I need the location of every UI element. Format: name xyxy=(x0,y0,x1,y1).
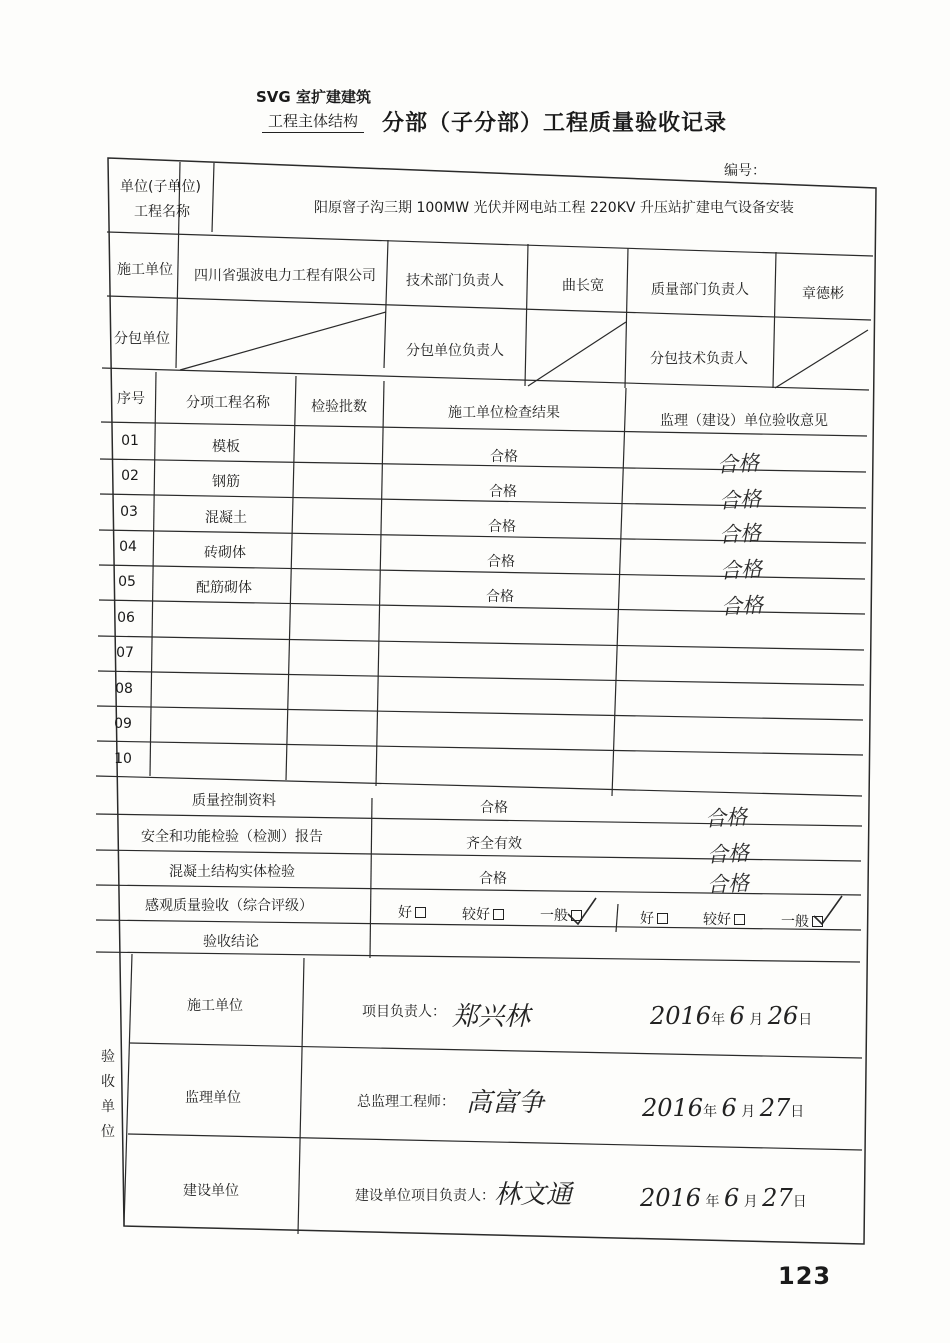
checkbox-good[interactable] xyxy=(657,913,668,924)
supervisor-opt-fair: 较好 xyxy=(703,909,745,929)
qc-opinion-handwritten: 合格 xyxy=(704,804,748,832)
col-name-header: 分项工程名称 xyxy=(186,395,270,411)
safety-opinion-handwritten: 合格 xyxy=(706,840,750,868)
row-no: 01 xyxy=(121,433,139,449)
row-result: 合格 xyxy=(490,449,518,465)
quality-head-label: 质量部门负责人 xyxy=(651,282,749,298)
row-no: 02 xyxy=(121,468,139,484)
subcontractor-label: 分包单位 xyxy=(114,331,170,347)
appearance-label: 感观质量验收（综合评级） xyxy=(145,898,313,914)
concrete-label: 混凝土结构实体检验 xyxy=(169,864,295,880)
row-result: 合格 xyxy=(489,484,517,500)
owner-role-label: 建设单位项目负责人： xyxy=(355,1188,495,1204)
tech-head-label: 技术部门负责人 xyxy=(406,273,504,289)
subproject-header: 工程主体结构 xyxy=(262,110,364,133)
row-no: 09 xyxy=(114,716,132,732)
owner-date: 2016 年 6 月 27日 xyxy=(640,1184,807,1212)
row-no: 03 xyxy=(120,504,138,520)
owner-signature: 林文通 xyxy=(494,1180,573,1210)
row-result: 合格 xyxy=(486,589,514,605)
contractor-unit-label: 施工单位 xyxy=(187,998,243,1014)
supervisor-opt-good: 好 xyxy=(640,908,668,928)
checkbox-good[interactable] xyxy=(415,907,426,918)
qc-label: 质量控制资料 xyxy=(192,793,276,809)
contractor-signature: 郑兴林 xyxy=(452,1002,531,1032)
supervisor-opt-normal: 一般 xyxy=(781,911,823,931)
col-result-header: 施工单位检查结果 xyxy=(448,405,560,421)
row-opinion-handwritten: 合格 xyxy=(716,450,760,478)
concrete-opinion-handwritten: 合格 xyxy=(706,870,750,898)
unit-label-2: 工程名称 xyxy=(134,204,190,220)
row-opinion-handwritten: 合格 xyxy=(719,556,763,584)
project-name-value: 阳原窨子沟三期 100MW 光伏并网电站工程 220KV 升压站扩建电气设备安装 xyxy=(314,200,794,216)
row-name: 配筋砌体 xyxy=(196,580,252,596)
contractor-opt-good: 好 xyxy=(398,902,426,922)
row-no: 05 xyxy=(118,574,136,590)
unit-label: 单位(子单位) xyxy=(120,179,201,195)
col-no-header: 序号 xyxy=(117,391,145,407)
row-no: 06 xyxy=(117,610,135,626)
serial-label: 编号： xyxy=(724,163,766,179)
col-opinion-header: 监理（建设）单位验收意见 xyxy=(660,413,828,429)
safety-result: 齐全有效 xyxy=(466,836,522,852)
contractor-value: 四川省强波电力工程有限公司 xyxy=(194,268,376,284)
supervisor-unit-label: 监理单位 xyxy=(185,1090,241,1106)
row-opinion-handwritten: 合格 xyxy=(720,592,764,620)
row-name: 砖砌体 xyxy=(204,545,246,561)
sub-head-label: 分包单位负责人 xyxy=(406,343,504,359)
row-name: 模板 xyxy=(212,439,240,455)
col-batches-header: 检验批数 xyxy=(311,399,367,415)
row-opinion-handwritten: 合格 xyxy=(718,486,762,514)
contractor-date: 2016年 6 月 26日 xyxy=(650,1002,813,1030)
qc-result: 合格 xyxy=(480,800,508,816)
project-name-header: SVG 室扩建建筑 xyxy=(256,88,371,106)
row-result: 合格 xyxy=(488,519,516,535)
page-number: 123 xyxy=(778,1262,832,1290)
row-no: 04 xyxy=(119,539,137,555)
sub-tech-label: 分包技术负责人 xyxy=(650,351,748,367)
row-no: 08 xyxy=(115,681,133,697)
row-name: 钢筋 xyxy=(212,474,240,490)
checkbox-fair[interactable] xyxy=(493,909,504,920)
contractor-opt-fair: 较好 xyxy=(462,904,504,924)
tech-head-value: 曲长宽 xyxy=(562,278,604,294)
row-no: 07 xyxy=(116,645,134,661)
checkbox-fair[interactable] xyxy=(734,914,745,925)
page-title: 分部（子分部）工程质量验收记录 xyxy=(382,111,728,136)
row-result: 合格 xyxy=(487,554,515,570)
side-label-char: 验 xyxy=(101,1049,115,1065)
checkbox-normal-checked[interactable] xyxy=(812,916,823,927)
contractor-label: 施工单位 xyxy=(117,262,173,278)
side-label-char: 单 xyxy=(101,1099,115,1115)
concrete-result: 合格 xyxy=(479,871,507,887)
side-label-char: 收 xyxy=(101,1074,115,1090)
quality-head-value: 章德彬 xyxy=(802,286,844,302)
contractor-role-label: 项目负责人： xyxy=(362,1004,446,1020)
row-opinion-handwritten: 合格 xyxy=(718,520,762,548)
row-no: 10 xyxy=(114,751,132,767)
safety-label: 安全和功能检验（检测）报告 xyxy=(141,829,323,845)
conclusion-label: 验收结论 xyxy=(203,934,259,950)
checkbox-normal-checked[interactable] xyxy=(571,910,582,921)
row-name: 混凝土 xyxy=(205,510,247,526)
contractor-opt-normal: 一般 xyxy=(540,905,582,925)
supervisor-signature: 高富争 xyxy=(466,1088,545,1118)
supervisor-date: 2016年 6 月 27日 xyxy=(642,1094,805,1122)
owner-unit-label: 建设单位 xyxy=(183,1183,239,1199)
side-label-char: 位 xyxy=(101,1124,115,1140)
supervisor-role-label: 总监理工程师： xyxy=(357,1094,455,1110)
